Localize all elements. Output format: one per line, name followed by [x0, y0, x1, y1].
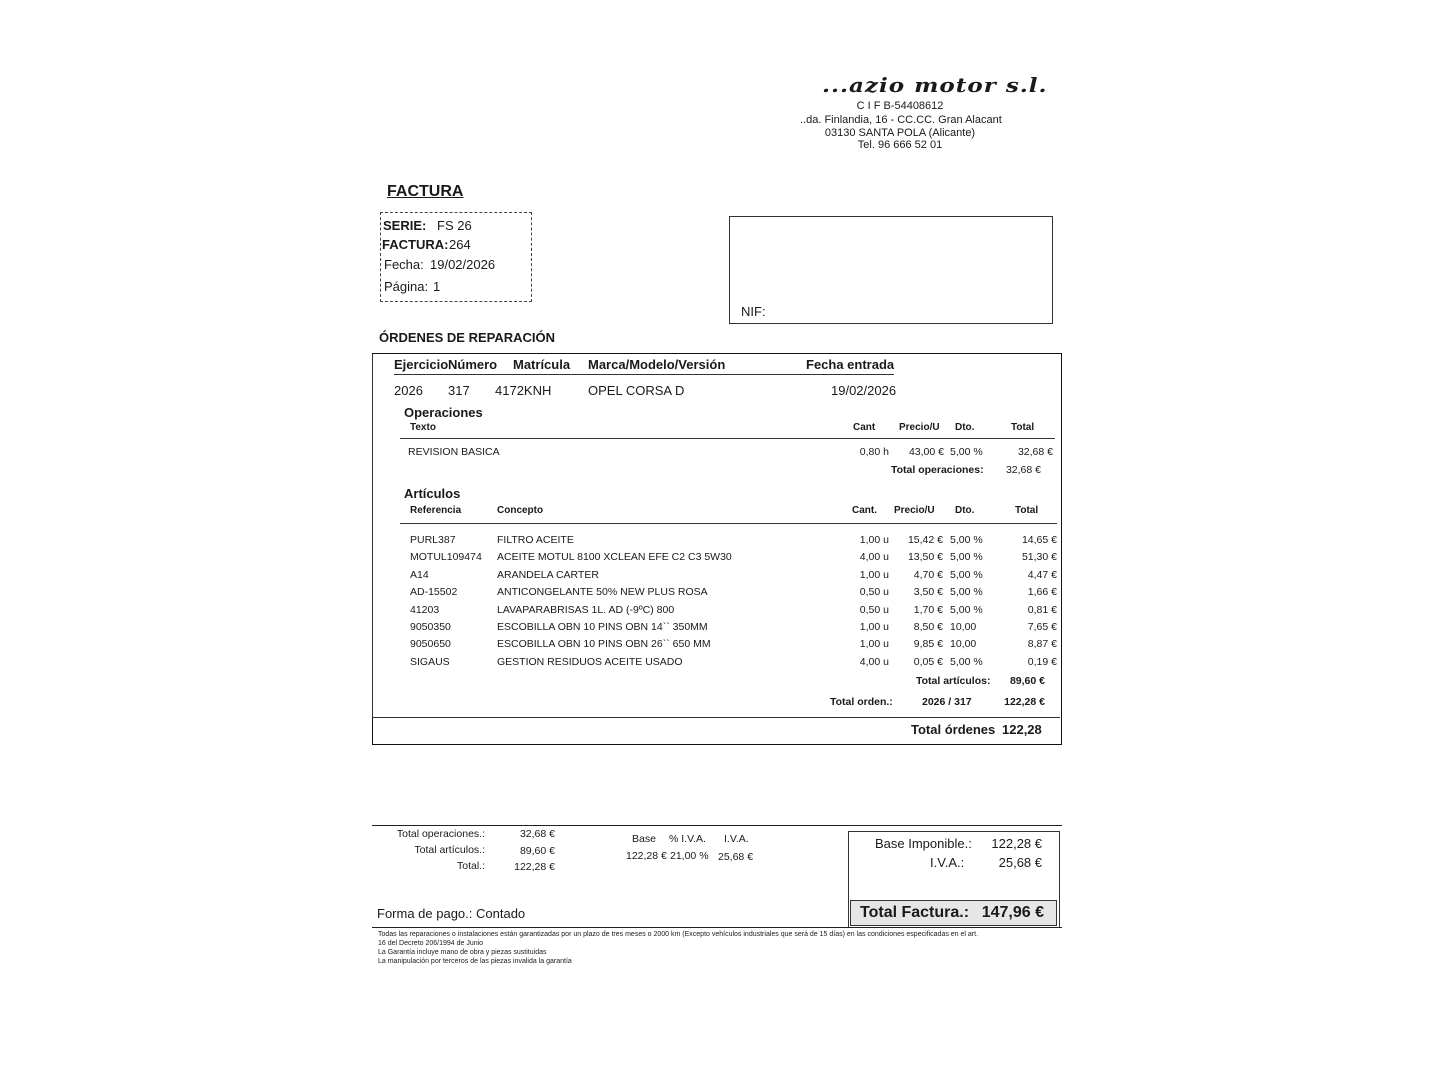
art-precio: 0,05 €: [913, 656, 943, 668]
base-imponible-label: Base Imponible.:: [875, 836, 972, 851]
orders-section-title: ÓRDENES DE REPARACIÓN: [379, 330, 556, 345]
art-col-dto: Dto.: [955, 505, 975, 516]
iva-pct-value: 21,00 %: [670, 850, 709, 862]
art-concepto: ESCOBILLA OBN 10 PINS OBN 26`` 650 MM: [497, 638, 711, 650]
iva-col-base: Base: [632, 833, 656, 845]
order-ejercicio: 2026: [394, 383, 423, 398]
op-row-cant: 0,80 h: [859, 446, 889, 458]
art-concepto: ANTICONGELANTE 50% NEW PLUS ROSA: [497, 586, 708, 598]
art-dto: 5,00 %: [950, 586, 983, 598]
op-row-total: 32,68 €: [1017, 446, 1053, 458]
art-col-cant: Cant.: [852, 505, 877, 516]
art-precio: 9,85 €: [913, 638, 943, 650]
col-header-numero: Número: [448, 357, 498, 372]
forma-pago: Forma de pago.: Contado: [377, 906, 526, 921]
art-cant: 1,00 u: [859, 621, 889, 633]
total-ordenes-value: 122,28: [1002, 722, 1042, 737]
art-dto: 5,00 %: [950, 534, 983, 546]
iva-total-value: 25,68 €: [998, 855, 1042, 870]
summary-total-value: 122,28 €: [514, 861, 555, 873]
iva-total-label: I.V.A.:: [930, 855, 965, 870]
art-ref: 41203: [410, 604, 440, 616]
total-factura-bar: [850, 900, 1057, 926]
total-operaciones-label: Total operaciones:: [891, 464, 984, 476]
total-ordenes-label: Total órdenes: [911, 722, 996, 737]
factura-label: FACTURA:: [382, 237, 449, 252]
art-header-rule: [400, 523, 1057, 524]
art-ref: AD-15502: [410, 586, 458, 598]
art-cant: 0,50 u: [859, 586, 889, 598]
art-total: 14,65 €: [1021, 534, 1057, 546]
order-header-rule: [394, 374, 894, 375]
art-precio: 15,42 €: [907, 534, 943, 546]
op-col-texto: Texto: [410, 422, 436, 433]
op-col-total: Total: [1011, 422, 1035, 433]
total-operaciones-value: 32,68 €: [1005, 464, 1041, 476]
art-cant: 4,00 u: [859, 656, 889, 668]
factura-number: 264: [449, 237, 471, 252]
serie-label: SERIE:: [383, 218, 427, 233]
col-header-marca: Marca/Modelo/Versión: [588, 357, 726, 372]
base-imponible-value: 122,28 €: [991, 836, 1042, 851]
legal-line-1: Todas las reparaciones o instalaciones están garantizadas por un plazo de tres meses o 2000 km (Excepto vehículos industriales que será de 15 días) en las condiciones especificadas en el art.: [378, 931, 979, 938]
art-precio: 13,50 €: [907, 551, 943, 563]
legal-top-rule: [372, 927, 1062, 928]
nif-label: NIF:: [741, 304, 766, 319]
art-precio: 4,70 €: [913, 569, 943, 581]
art-dto: 5,00 %: [950, 604, 983, 616]
legal-line-3: La Garantía incluye mano de obra y piezas sustituidas: [378, 949, 547, 956]
art-total: 7,65 €: [1027, 621, 1057, 633]
art-total: 8,87 €: [1027, 638, 1057, 650]
company-address: ..da. Finlandia, 16 - CC.CC. Gran Alacant: [800, 114, 1002, 126]
articulos-title: Artículos: [404, 486, 461, 501]
serie-value: FS 26: [437, 218, 472, 233]
op-col-precio: Precio/U: [899, 422, 940, 433]
summary-total-articulos-value: 89,60 €: [519, 845, 555, 857]
company-logo: ...azio motor s.l.: [822, 74, 1048, 97]
pagina-label: Página:: [384, 279, 429, 294]
art-col-precio: Precio/U: [894, 505, 935, 516]
art-col-concepto: Concepto: [497, 505, 544, 516]
summary-total-operaciones-label: Total operaciones.:: [396, 828, 485, 840]
art-dto: 5,00 %: [950, 569, 983, 581]
op-row-texto: REVISION BASICA: [408, 446, 500, 458]
iva-amount-value: 25,68 €: [718, 851, 754, 863]
art-cant: 1,00 u: [859, 569, 889, 581]
art-cant: 4,00 u: [859, 551, 889, 563]
art-ref: 9050650: [410, 638, 451, 650]
document-title: FACTURA: [387, 183, 464, 200]
art-cant: 1,00 u: [859, 638, 889, 650]
op-col-dto: Dto.: [955, 422, 975, 433]
total-orden-ref: 2026 / 317: [922, 696, 972, 708]
op-col-cant: Cant: [853, 422, 876, 433]
art-cant: 1,00 u: [859, 534, 889, 546]
op-row-dto: 5,00 %: [950, 446, 983, 458]
art-cant: 0,50 u: [859, 604, 889, 616]
art-dto: 10,00: [950, 638, 977, 650]
total-orden-value: 122,28 €: [1004, 696, 1045, 708]
op-header-rule: [400, 438, 1055, 439]
art-concepto: ESCOBILLA OBN 10 PINS OBN 14`` 350MM: [497, 621, 708, 633]
art-col-referencia: Referencia: [410, 505, 462, 516]
col-header-matricula: Matrícula: [513, 357, 571, 372]
total-articulos-value: 89,60 €: [1009, 675, 1045, 687]
art-concepto: ARANDELA CARTER: [497, 569, 599, 581]
art-dto: 5,00 %: [950, 551, 983, 563]
art-precio: 8,50 €: [913, 621, 943, 633]
summary-top-rule: [372, 825, 1062, 826]
art-concepto: GESTION RESIDUOS ACEITE USADO: [497, 656, 683, 668]
orders-left-border: [372, 354, 373, 717]
iva-col-pct: % I.V.A.: [669, 833, 706, 845]
art-precio: 1,70 €: [913, 604, 943, 616]
art-concepto: LAVAPARABRISAS 1L. AD (-9ºC) 800: [497, 604, 675, 616]
summary-total-label: Total.:: [456, 860, 485, 872]
art-total: 1,66 €: [1027, 586, 1057, 598]
total-factura-label: Total Factura.:: [860, 904, 970, 921]
summary-total-operaciones-value: 32,68 €: [519, 828, 555, 840]
order-matricula: 4172KNH: [495, 383, 552, 398]
art-total: 4,47 €: [1027, 569, 1057, 581]
operaciones-title: Operaciones: [404, 405, 483, 420]
order-numero: 317: [448, 383, 470, 398]
legal-line-4: La manipulación por terceros de las piezas invalida la garantía: [378, 958, 572, 965]
total-factura-value: 147,96 €: [981, 904, 1044, 921]
art-dto: 10,00: [950, 621, 977, 633]
order-vehicle: OPEL CORSA D: [588, 383, 685, 398]
art-ref: SIGAUS: [410, 656, 450, 668]
client-box: [729, 216, 1053, 324]
total-orden-label: Total orden.:: [830, 696, 893, 708]
art-total: 0,81 €: [1027, 604, 1057, 616]
art-precio: 3,50 €: [913, 586, 943, 598]
art-col-total: Total: [1015, 505, 1039, 516]
art-total: 51,30 €: [1021, 551, 1057, 563]
col-header-ejercicio: Ejercicio: [394, 357, 449, 372]
col-header-fecha-entrada: Fecha entrada: [806, 357, 895, 372]
art-ref: 9050350: [410, 621, 451, 633]
iva-col-iva: I.V.A.: [724, 833, 749, 845]
summary-total-articulos-label: Total artículos.:: [414, 844, 485, 856]
art-dto: 5,00 %: [950, 656, 983, 668]
art-ref: PURL387: [410, 534, 456, 546]
orders-total-divider: [372, 717, 1060, 718]
order-fecha-entrada: 19/02/2026: [831, 383, 897, 398]
company-phone: Tel. 96 666 52 01: [857, 139, 943, 151]
pagina-value: 1: [433, 279, 441, 294]
total-articulos-label: Total artículos:: [916, 675, 991, 687]
art-total: 0,19 €: [1027, 656, 1057, 668]
iva-base-value: 122,28 €: [626, 850, 667, 862]
art-concepto: ACEITE MOTUL 8100 XCLEAN EFE C2 C3 5W30: [497, 551, 732, 563]
art-concepto: FILTRO ACEITE: [497, 534, 574, 546]
company-cif: C I F B-54408612: [856, 100, 944, 112]
legal-line-2: 16 del Decreto 206/1994 de Junio: [378, 940, 484, 947]
art-ref: A14: [410, 569, 429, 581]
company-city: 03130 SANTA POLA (Alicante): [824, 127, 976, 139]
fecha-value: 19/02/2026: [430, 257, 496, 272]
op-row-precio: 43,00 €: [908, 446, 944, 458]
fecha-label: Fecha:: [384, 257, 424, 272]
art-ref: MOTUL109474: [410, 551, 482, 563]
